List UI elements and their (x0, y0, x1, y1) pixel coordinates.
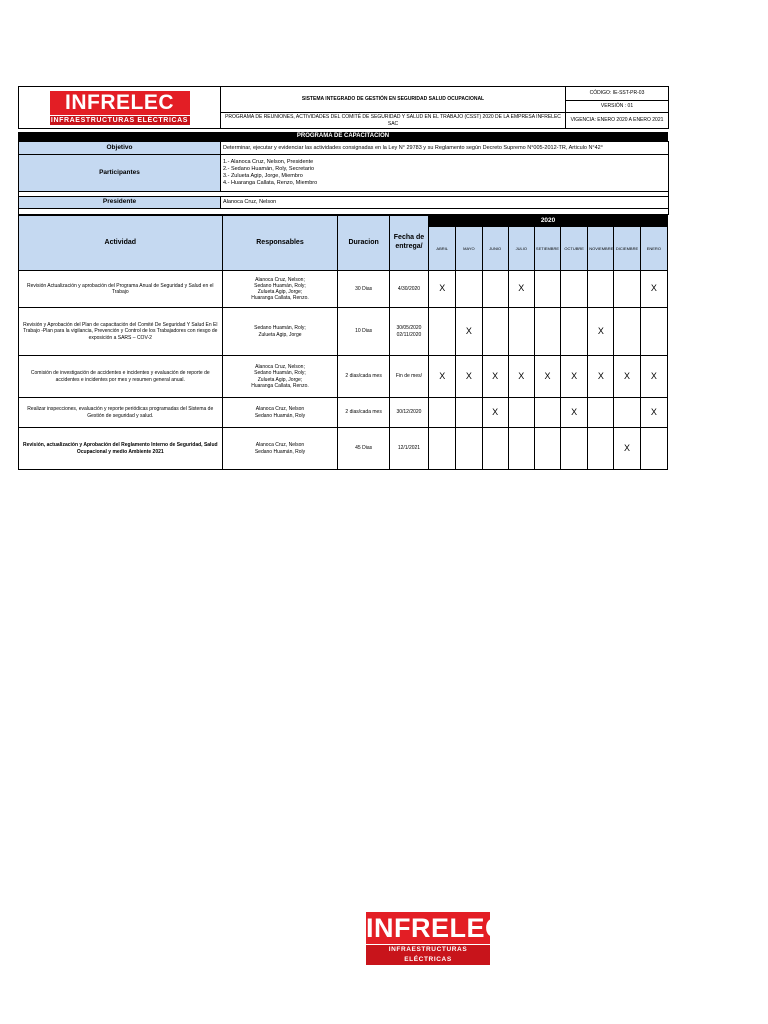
month-mark: X (614, 356, 640, 398)
table-row (19, 356, 668, 398)
responsible-name: Alanoca Cruz, Nelson; (255, 276, 305, 283)
participant-item: 1.- Alanoca Cruz, Nelson, Presidente (223, 159, 314, 166)
section-title: PROGRAMA DE CAPACITACIÓN (18, 132, 668, 141)
duration-cell: 2 dias/cada mes (338, 356, 389, 398)
responsible-cell (222, 271, 338, 308)
month-mark (614, 398, 640, 428)
month-mark: X (429, 271, 456, 308)
duration-cell: 2 dias/cada mes (338, 398, 389, 428)
month-mark (614, 308, 640, 356)
month-mark: X (429, 356, 456, 398)
responsible-name: Sedano Huamán, Roly; (254, 282, 306, 289)
responsible-cell (222, 356, 338, 398)
month-mark (508, 398, 534, 428)
infrelec-logo (50, 91, 190, 125)
month-mark (456, 428, 482, 470)
month-mark: X (561, 398, 588, 428)
duration-cell: 30 Dias (338, 271, 389, 308)
col-responsible: Responsables (222, 216, 338, 271)
responsible-name: Alanoca Cruz, Nelson (255, 406, 305, 413)
month-mark: X (640, 356, 667, 398)
responsible-cell (222, 428, 338, 470)
month-mark (429, 428, 456, 470)
responsible-name: Sedano Huamán, Roly; (254, 325, 306, 332)
infrelec-footer-logo (366, 912, 505, 965)
month-mark (508, 308, 534, 356)
document-sheet (18, 86, 668, 470)
month-mark: X (508, 271, 534, 308)
responsible-cell (222, 308, 338, 356)
month-mark: X (588, 308, 614, 356)
president-label: Presidente (19, 197, 221, 209)
date-cell: 4/30/2020 (389, 271, 428, 308)
month-header: JULIO (508, 227, 534, 271)
month-mark: X (614, 428, 640, 470)
month-mark: X (456, 356, 482, 398)
table-row (19, 428, 668, 470)
month-mark (561, 308, 588, 356)
month-mark (588, 398, 614, 428)
responsible-name: Alanoca Cruz, Nelson (255, 442, 305, 449)
activities-table (18, 215, 668, 470)
month-mark (534, 428, 560, 470)
responsible-name: Zulueta Agip, Jorge (258, 331, 302, 338)
month-mark: X (456, 308, 482, 356)
header-table (18, 86, 669, 129)
table-row (19, 398, 668, 428)
participant-item: 3.- Zulueta Agip, Jorge, Miembro (223, 173, 303, 179)
date-cell: 30/12/2020 (389, 398, 428, 428)
document-validity: VIGENCIA: ENERO 2020 A ENERO 2021 (566, 113, 669, 129)
date-cell: 12/1/2021 (389, 428, 428, 470)
month-mark: X (588, 356, 614, 398)
month-mark (508, 428, 534, 470)
activity-cell: Comisión de investigación de accidentes e incidentes y evaluación de reporte de accidentes e incidentes por mes y resumen general anual. (19, 356, 223, 398)
date-cell: 30/05/2020 02/11/2020 (389, 308, 428, 356)
info-table (18, 141, 669, 215)
month-mark (588, 271, 614, 308)
month-mark: X (508, 356, 534, 398)
month-mark (640, 308, 667, 356)
document-code: CÓDIGO: IE-SST-PR-03 (566, 87, 669, 101)
participants-list (221, 155, 669, 192)
system-title: SISTEMA INTEGRADO DE GESTIÓN EN SEGURIDAD SALUD OCUPACIONAL (221, 87, 566, 113)
footer-logo-word: INFRELEC (366, 913, 505, 943)
month-header: MAYO (456, 227, 482, 271)
responsible-name: Zulueta Agip, Jorge; (257, 376, 303, 383)
responsible-name: Huaranga Callata, Renzo. (251, 382, 309, 389)
responsible-name: Huaranga Callata, Renzo. (251, 295, 309, 302)
month-mark: X (640, 271, 667, 308)
logo-subtitle: INFRAESTRUCTURAS ELÉCTRICAS (50, 116, 189, 124)
objective-text: Determinar, ejecutar y evidenciar las actividades consignadas en la Ley N° 29783 y su Reglamento según Decreto Supremo N°005-2012-TR, Articulo N°42° (221, 142, 669, 155)
month-mark (456, 271, 482, 308)
month-header: OCTUBRE (561, 227, 588, 271)
month-mark (588, 428, 614, 470)
month-mark (482, 271, 508, 308)
month-mark: X (482, 398, 508, 428)
duration-cell: 10 Dias (338, 308, 389, 356)
month-mark (534, 398, 560, 428)
month-mark (456, 398, 482, 428)
month-mark: X (640, 398, 667, 428)
table-row (19, 308, 668, 356)
month-mark (482, 428, 508, 470)
month-mark (429, 398, 456, 428)
year-header: 2020 (429, 216, 668, 227)
activity-cell: Revisión Actualización y aprobación del Programa Anual de Seguridad y Salud en el Trabajo (19, 271, 223, 308)
month-mark (561, 271, 588, 308)
month-mark: X (534, 356, 560, 398)
footer-logo-subtitle: INFRAESTRUCTURAS ELÉCTRICAS (366, 945, 490, 965)
participant-item: 4.- Huaranga Callata, Renzo, Miembro (223, 179, 318, 186)
responsible-name: Sedano Huamán, Roly; (254, 370, 306, 377)
responsible-name: Zulueta Agip, Jorge; (257, 289, 303, 295)
activity-cell: Revisión y Aprobación del Plan de capacitación del Comité De Seguridad Y Salud En El Trabajo -Plan para la vigilancia, Prevención y Control de los Trabajadores con riesgo de exposición a SARS – COV-2 (19, 308, 223, 356)
month-mark (534, 308, 560, 356)
program-title: PROGRAMA DE REUNIONES, ACTIVIDADES DEL COMITÉ DE SEGURIDAD Y SALUD EN EL TRABAJO (CSST) 2020 DE LA EMPRESA INFRELEC SAC (221, 113, 566, 129)
month-mark (482, 308, 508, 356)
participant-item: 2.- Sedano Huamán, Roly, Secretario (223, 166, 314, 173)
col-date: Fecha de entrega/ (389, 216, 428, 271)
col-duration: Duracion (338, 216, 389, 271)
month-mark: X (561, 356, 588, 398)
objective-label: Objetivo (19, 142, 221, 155)
responsible-cell (222, 398, 338, 428)
month-header: JUNIO (482, 227, 508, 271)
month-mark (429, 308, 456, 356)
month-header: DICIEMBRE (614, 227, 640, 271)
participants-label: Participantes (19, 155, 221, 192)
month-header: ENERO (640, 227, 667, 271)
month-mark (561, 428, 588, 470)
activity-cell: Revisión, actualización y Aprobación del Reglamento Interno de Seguridad, Salud Ocupacional y medio Ambiente 2021 (19, 428, 223, 470)
table-row (19, 271, 668, 308)
responsible-name: Sedano Huamán, Roly (254, 448, 306, 455)
duration-cell: 45 Dias (338, 428, 389, 470)
responsible-name: Alanoca Cruz, Nelson; (255, 364, 305, 370)
activity-cell: Realizar inspecciones, evaluación y reporte periódicas programadas del Sistema de Gestión de seguridad y salud. (19, 398, 223, 428)
logo-word: INFRELEC (50, 91, 190, 115)
document-version: VERSIÓN : 01 (566, 101, 669, 113)
logo-cell (19, 87, 221, 129)
month-header: SETIEMBRE (534, 227, 560, 271)
month-mark (534, 271, 560, 308)
footer-logo-wrap (366, 912, 505, 966)
president-text: Alanoca Cruz, Nelson (221, 197, 669, 209)
month-mark: X (482, 356, 508, 398)
col-activity: Actividad (19, 216, 223, 271)
date-cell: Fin de mes/ (389, 356, 428, 398)
month-header: ABRIL (429, 227, 456, 271)
month-mark (640, 428, 667, 470)
month-mark (614, 271, 640, 308)
month-header: NOVIEMBRE (588, 227, 614, 271)
responsible-name: Sedano Huamán, Roly (254, 412, 306, 419)
